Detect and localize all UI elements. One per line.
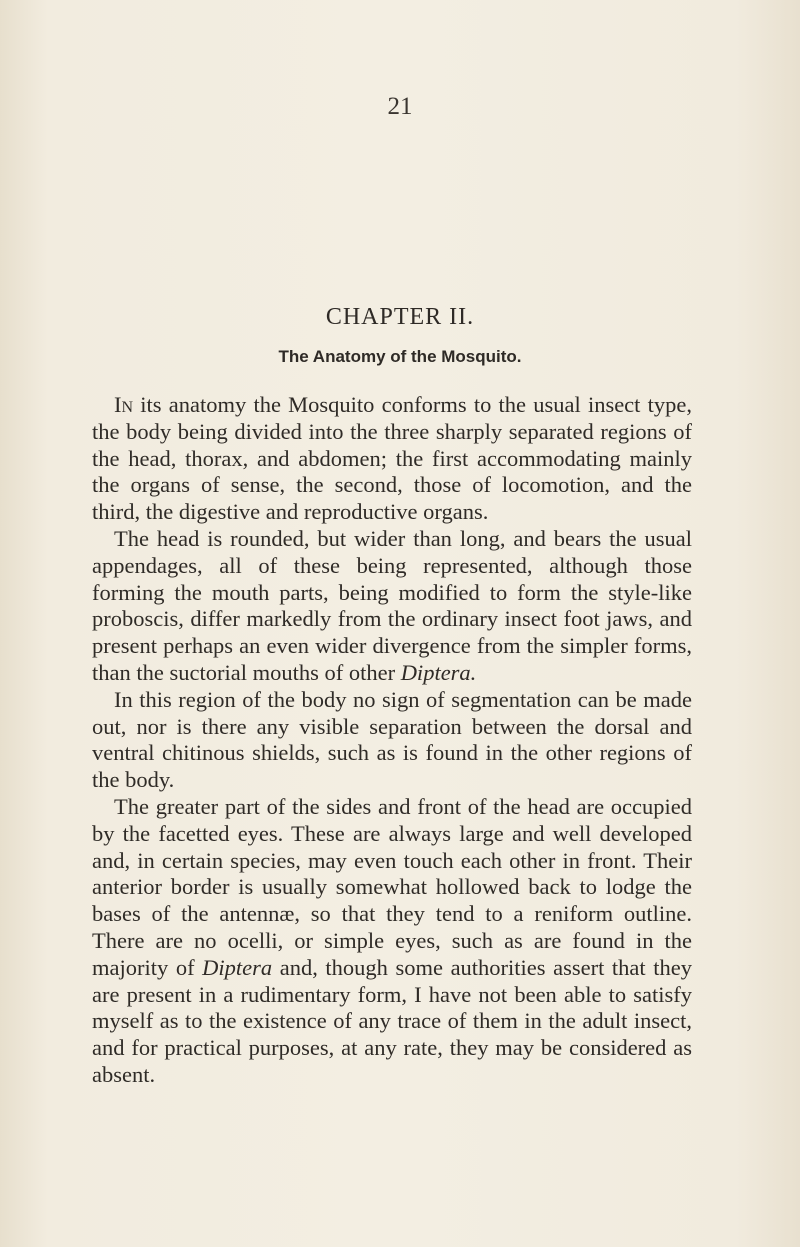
paragraph-1-text: its anatomy the Mosquito conforms to the usual insect type, the body being divided into the three sharply separated regions of the head, thorax, and abdomen; the first accommodating mainly the organs of sense, the second, those of locomotion, and the third, the digestive and reproductive organs. [92,392,692,525]
paragraph-3 [92,687,692,794]
paragraph-lead-word: In [114,392,134,417]
paragraph-1 [92,392,692,526]
chapter-subtitle: The Anatomy of the Mosquito. [278,347,522,366]
paragraph-4 [92,794,692,1089]
paragraph-2 [92,526,692,687]
paragraph-4-text-b: and, though some authorities assert that they are present in a rudimentary form, I have not been able to satisfy myself as to the existence of any trace of them in the adult insect, and for practical purposes, at any rate, they may be considered as absent. [92,954,692,1087]
body-text [92,392,692,1089]
paragraph-2-italic: Diptera. [400,659,477,685]
paragraph-4-italic: Diptera [202,954,273,980]
paragraph-3-text: In this region of the body no sign of segmentation can be made out, nor is there any visible separation between the dorsal and ventral chitinous shields, such as is found in the other regions of the body. [92,686,692,793]
chapter-title: CHAPTER II. [325,304,475,330]
paragraph-4-text-a: The greater part of the sides and front of the head are occupied by the facetted eyes. These are always large and well developed and, in certain species, may even touch each other in front. Their anterior border is usually somewhat hollowed back to lodge the bases of the antennæ, so that they tend to a reniform outline. There are no ocelli, or simple eyes, such as are found in the majority of [92,793,692,980]
page-number: 21 [387,93,413,120]
paragraph-2-text: The head is rounded, but wider than long, and bears the usual appendages, all of these being represented, although those forming the mouth parts, being modified to form the style-like proboscis, differ markedly from the ordinary insect foot jaws, and present perhaps an even wider divergence from the simpler forms, than the suctorial mouths of other [92,525,692,685]
